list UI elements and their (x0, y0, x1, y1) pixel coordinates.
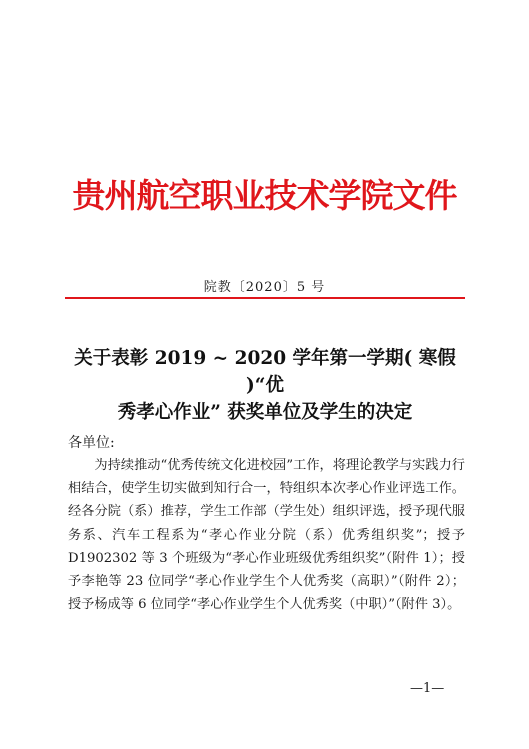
document-header-title: 贵州航空职业技术学院文件 (72, 176, 457, 215)
document-title (60, 345, 470, 426)
red-divider-line (65, 297, 465, 299)
document-title-line-2: 秀孝心作业” 获奖单位及学生的决定 (117, 402, 413, 423)
body-paragraph: 为持续推动“优秀传统文化进校园”工作，将理论教学与实践力行相结合，使学生切实做到知行合一，特组织本次孝心作业评选工作。经各分院（系）推荐，学生工作部（学生处）组织评选，授予现代服务系、汽车工程系为“孝心作业分院（系）优秀组织奖”；授予 D1902302 等 3 个班级为“孝心作业班级优秀组织奖”（附件 1）；授予李艳等 23 位同学“孝心作业学生个人优秀奖（高职）”（附件 2）；授予杨成等 6 位同学“孝心作业学生个人优秀奖（中职）”（附件 3）。 (68, 458, 465, 613)
document-number: 院教〔2020〕5 号 (203, 280, 326, 295)
document-title-line-1: 关于表彰 2019 ~ 2020 学年第一学期( 寒假 )“优 (74, 348, 456, 396)
salutation: 各单位: (68, 435, 115, 451)
page-number: —1— (410, 681, 445, 696)
